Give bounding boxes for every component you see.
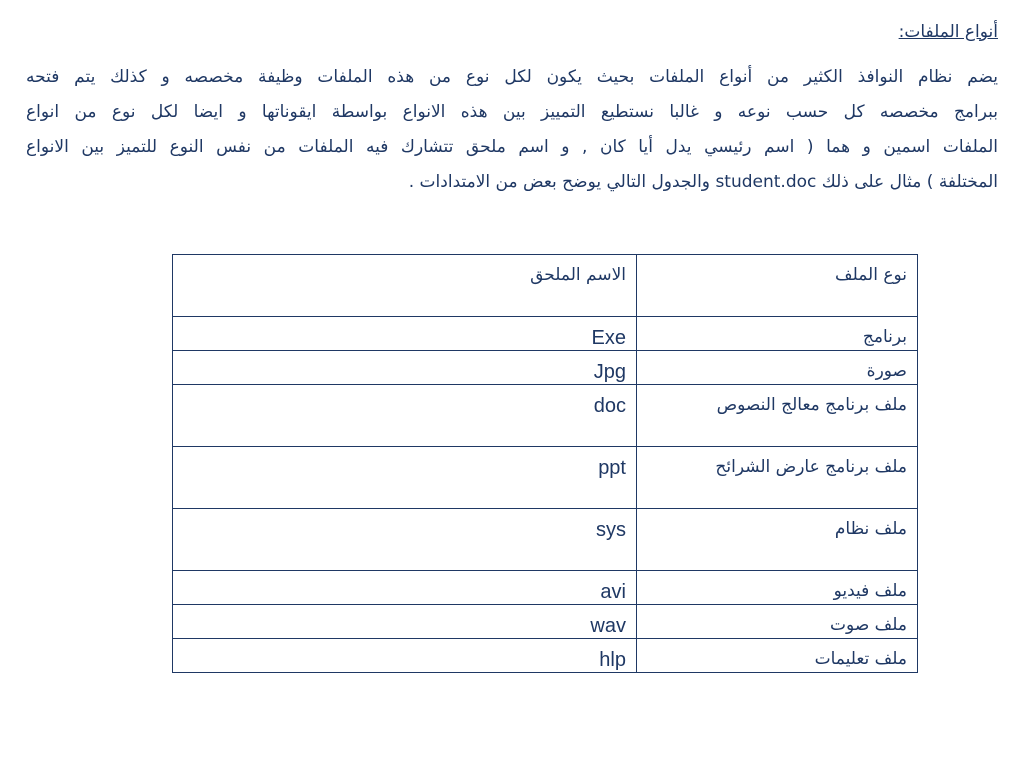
table-row <box>173 605 918 639</box>
cell-extension: ppt <box>173 447 637 509</box>
cell-extension: Jpg <box>173 351 637 385</box>
table-row <box>173 385 918 447</box>
cell-extension: doc <box>173 385 637 447</box>
body-paragraph <box>26 60 998 200</box>
cell-extension: Exe <box>173 317 637 351</box>
paragraph-line: ببرامج مخصصه كل حسب نوعه و غالبا نستطيع التمييز بين هذه الانواع بواسطة ايقوناتها و ايضا لكل نوع من انواع <box>26 102 998 122</box>
paragraph-line: الملفات اسمين و هما ( اسم رئيسي يدل أيا كان , و اسم ملحق تتشارك فيه الملفات من نفس النوع للتميز بين الانواع <box>26 137 998 157</box>
table-header-row <box>173 255 918 317</box>
table-row <box>173 639 918 673</box>
paragraph-text: المختلفة ) مثال على ذلك <box>821 172 998 192</box>
paragraph-text: والجدول التالي يوضح بعض من الامتدادات . <box>408 172 711 192</box>
example-filename: student.doc <box>715 172 817 192</box>
cell-extension: wav <box>173 605 637 639</box>
table-row <box>173 317 918 351</box>
section-heading: أنواع الملفات: <box>898 22 998 42</box>
extensions-table <box>172 254 918 673</box>
cell-extension: hlp <box>173 639 637 673</box>
paragraph-last-line <box>26 165 998 200</box>
paragraph-line: يضم نظام النوافذ الكثير من أنواع الملفات بحيث يكون لكل نوع من هذه الملفات وظيفة مخصصه و كذلك يتم فتحه <box>26 67 998 87</box>
cell-file-type: ملف تعليمات <box>637 639 918 673</box>
cell-file-type: صورة <box>637 351 918 385</box>
cell-file-type: برنامج <box>637 317 918 351</box>
cell-file-type: ملف نظام <box>637 509 918 571</box>
header-extension: الاسم الملحق <box>173 255 637 317</box>
cell-file-type: ملف برنامج معالج النصوص <box>637 385 918 447</box>
cell-extension: avi <box>173 571 637 605</box>
cell-extension: sys <box>173 509 637 571</box>
cell-file-type: ملف فيديو <box>637 571 918 605</box>
table-row <box>173 509 918 571</box>
table-row <box>173 571 918 605</box>
cell-file-type: ملف برنامج عارض الشرائح <box>637 447 918 509</box>
cell-file-type: ملف صوت <box>637 605 918 639</box>
header-file-type: نوع الملف <box>637 255 918 317</box>
table-row <box>173 447 918 509</box>
table-row <box>173 351 918 385</box>
